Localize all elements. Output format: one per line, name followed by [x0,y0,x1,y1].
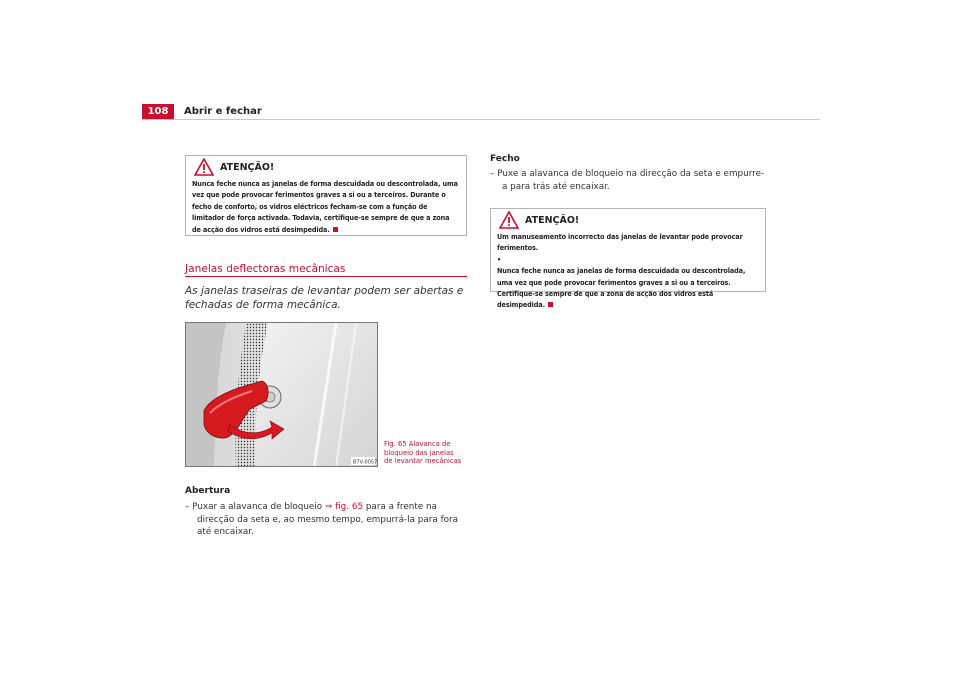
step-dash: – [490,169,495,179]
end-marker-icon [333,227,338,232]
closing-title: Fecho [490,154,520,164]
header-title: Abrir e fechar [184,106,262,117]
bullet-icon: • [497,254,502,264]
warning-box-2 [490,208,766,310]
warning-title: ATENÇÃO! [220,161,275,173]
section-divider [185,276,467,277]
warning-text-line2: Nunca feche nunca as janelas de forma descuidada ou descontrolada, uma vez que pode provocar ferimentos graves a si ou a terceiros. Certifique-se sempre de que a zona de acção dos vidros está desimpedida. [497,266,746,310]
end-marker-icon [548,302,553,307]
figure-65 [185,322,378,467]
opening-section [185,486,470,539]
header-divider [142,119,820,120]
warning-text-line1: Um manuseamento incorrecto das janelas de levantar pode provocar ferimentos. [497,232,743,253]
step-dash: – [185,502,190,512]
section-title: Janelas deflectoras mecânicas [185,263,346,275]
closing-step [490,168,765,193]
section-intro: As janelas traseiras de levantar podem ser abertas e fechadas de forma mecânica. [185,285,464,311]
warning-header [186,156,466,178]
closing-text: Puxe a alavanca de bloqueio na direcção da seta e empurre-a para trás até encaixar. [497,169,765,192]
warning-bullet-item [497,254,759,311]
opening-text-a: Puxar a alavanca de bloqueio [192,502,325,512]
warning-box-1 [185,155,467,236]
fig-65-link[interactable]: fig. 65 [332,502,364,512]
opening-title: Abertura [185,486,231,496]
warning-text [186,178,466,235]
warning-triangle-icon [194,158,214,176]
opening-step [185,501,470,539]
closing-section [490,154,765,193]
warning-text-content: Nunca feche nunca as janelas de forma descuidada ou descontrolada, uma vez que pode provocar ferimentos graves a si ou a terceiros. Durante o fecho de conforto, os vidros eléctricos fecham-se com a função de limitador de força activada. Todavia, certifique-se sempre de que a zona de acção dos vidros está desimpedida. [192,179,458,234]
warning-text [491,231,765,311]
figure-arrow-icon: ⇒ [324,502,333,512]
figure-code: B7V-0057 [353,459,378,466]
figure-caption: Fig. 65 Alavanca de bloqueio das janelas de levantar mecânicas [384,440,462,466]
window-latch-illustration [186,323,378,467]
page-number: 108 [142,104,174,120]
warning-header [491,209,765,231]
warning-triangle-icon [499,211,519,229]
warning-title: ATENÇÃO! [525,214,580,226]
opening-text-b: para a frente na direcção da seta e, ao mesmo tempo, empurrá-la para fora até encaixar. [197,502,459,538]
